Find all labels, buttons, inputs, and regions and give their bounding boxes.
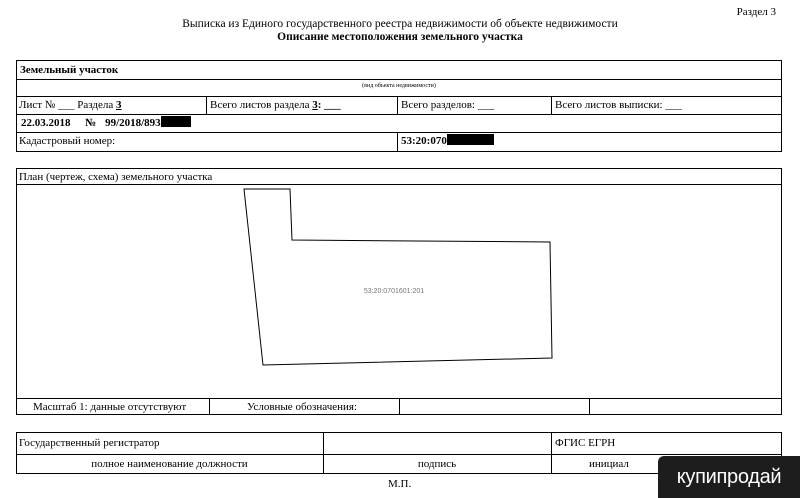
registry-system: ФГИС ЕГРН [555,437,616,449]
total-section-sheets [210,98,341,112]
parcel-boundary [244,189,552,365]
info-table-divider [16,132,782,133]
signature-caption: подпись [417,458,457,470]
plan-footer-divider [589,398,590,415]
parcel-label: 53:20:0701601:201 [363,288,425,295]
signature-table-divider [16,454,782,455]
watermark-logo: купипродай [658,456,800,498]
record-date: 22.03.2018 [21,117,71,129]
scale-label: Масштаб 1: данные отсутствуют [33,401,187,413]
section-label: Раздел 3 [736,6,776,18]
total-sections: Всего разделов: ___ [401,99,495,111]
signature-table-divider [551,432,552,474]
cadastral-number [401,134,494,148]
redaction-bar [161,116,191,127]
initials-caption: инициал [589,458,629,470]
parcel-plan [18,185,782,397]
object-type-caption: (вид объекта недвижимости) [362,83,436,89]
info-table-divider [397,132,398,152]
total-extract-sheets: Всего листов выписки: ___ [555,99,682,111]
info-table-divider [16,79,782,80]
info-table-divider [16,114,782,115]
plan-footer-divider [399,398,400,415]
info-table-divider [206,96,207,114]
object-type: Земельный участок [20,64,119,76]
plan-title: План (чертеж, схема) земельного участка [19,171,213,183]
sheet-label: Лист № ___ Раздела [19,99,114,111]
record-number-label: № [85,117,97,129]
total-sheets-label: Всего листов раздела [210,99,310,111]
redaction-bar [447,134,494,145]
total-sheets-suffix: : ___ [317,99,341,111]
total-sheets-value: 3 [312,99,318,111]
section-number: 3 [116,99,122,111]
registrar-title: Государственный регистратор [19,437,160,449]
plan-footer-divider [209,398,210,415]
info-table-divider [397,96,398,114]
position-caption: полное наименование должности [91,458,248,470]
cadastral-label: Кадастровый номер: [19,135,116,147]
legend-label: Условные обозначения: [247,401,358,413]
info-table-divider [16,96,782,97]
record-line [21,116,191,130]
document-subtitle: Описание местоположения земельного участка [277,31,523,43]
info-table-divider [551,96,552,114]
record-number: 99/2018/893 [105,117,161,129]
sheet-number [19,98,122,112]
stamp-label: М.П. [388,478,412,490]
cadastral-value: 53:20:070 [401,135,447,147]
document-title: Выписка из Единого государственного реестра недвижимости об объекте недвижимости [182,18,618,30]
